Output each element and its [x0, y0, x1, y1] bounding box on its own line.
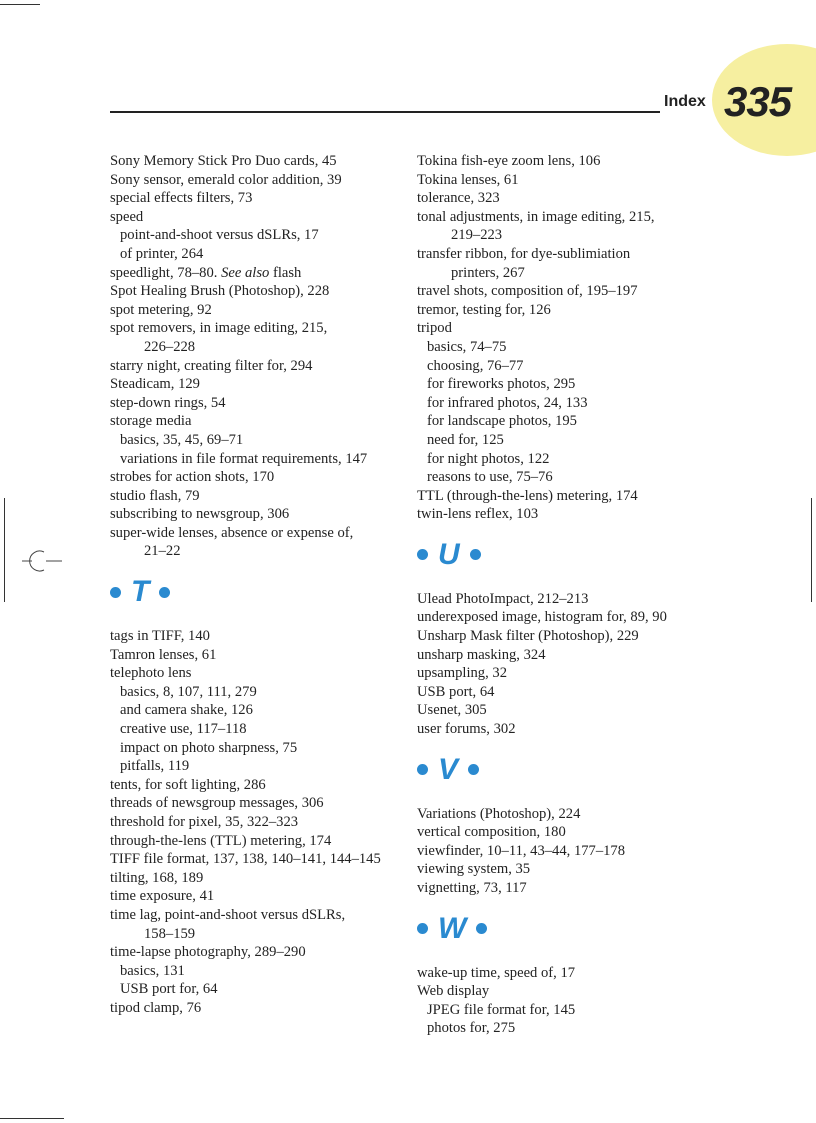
section-heading-w: [417, 900, 717, 958]
index-entry: travel shots, composition of, 195–197: [417, 283, 638, 300]
index-entry: USB port, 64: [417, 683, 495, 700]
index-entry: vertical composition, 180: [417, 824, 566, 841]
index-entry: Sony sensor, emerald color addition, 39: [110, 171, 342, 188]
index-entry: tags in TIFF, 140: [110, 628, 210, 645]
index-subentry: for night photos, 122: [427, 450, 550, 467]
index-subentry: reasons to use, 75–76: [427, 469, 553, 486]
index-entry: tilting, 168, 189: [110, 869, 204, 886]
index-entry: wake-up time, speed of, 17: [417, 964, 576, 981]
index-entry: viewing system, 35: [417, 861, 531, 878]
index-entry: super-wide lenses, absence or expense of, 21–22: [110, 524, 410, 561]
index-entry: threshold for pixel, 35, 322–323: [110, 814, 299, 830]
index-entry: tolerance, 323: [417, 190, 500, 207]
index-subentry: creative use, 117–118: [120, 721, 247, 738]
left-column: [110, 152, 410, 1018]
index-entry: threads of newsgroup messages, 306: [110, 795, 324, 812]
index-block: [417, 152, 717, 524]
index-entry: special effects filters, 73: [110, 190, 253, 207]
entry-continuation: 158–159: [144, 925, 196, 942]
index-subentry: and camera shake, 126: [120, 702, 253, 719]
right-column: [417, 152, 717, 1038]
index-entry: TTL (through-the-lens) metering, 174: [417, 487, 638, 504]
index-entry: Tamron lenses, 61: [110, 646, 217, 663]
index-subentry: variations in file format requirements, 147: [120, 450, 368, 467]
bullet-icon: [110, 587, 121, 598]
section-letter: V: [438, 752, 459, 786]
index-block: [417, 590, 717, 739]
page-number: 335: [724, 78, 792, 125]
index-entry: time exposure, 41: [110, 888, 215, 905]
index-entry: Tokina lenses, 61: [417, 171, 519, 188]
index-entry: spot metering, 92: [110, 301, 212, 318]
index-entry: Usenet, 305: [417, 702, 487, 719]
index-entry: step-down rings, 54: [110, 394, 226, 411]
index-subentry: basics, 131: [120, 962, 185, 979]
index-entry: speed: [110, 208, 144, 225]
index-subentry: impact on photo sharpness, 75: [120, 739, 298, 756]
registration-mark-icon: [22, 548, 62, 574]
index-block: [417, 964, 717, 1038]
index-entry: tremor, testing for, 126: [417, 301, 551, 318]
crop-mark: [811, 498, 812, 602]
index-entry: starry night, creating filter for, 294: [110, 357, 313, 374]
entry-continuation: 219–223: [451, 227, 503, 244]
index-entry: Ulead PhotoImpact, 212–213: [417, 590, 589, 607]
index-entry: TIFF file format, 137, 138, 140–141, 144–145: [110, 851, 381, 868]
header-rule: [110, 111, 660, 113]
index-entry: twin-lens reflex, 103: [417, 506, 539, 523]
crop-mark: [0, 4, 40, 5]
index-subentry: for fireworks photos, 295: [427, 376, 576, 393]
section-letter: U: [438, 537, 460, 571]
bullet-icon: [417, 923, 428, 934]
bullet-icon: [159, 587, 170, 598]
index-entry: underexposed image, histogram for, 89, 90: [417, 609, 667, 626]
index-subentry: need for, 125: [427, 431, 504, 448]
bullet-icon: [417, 764, 428, 775]
index-subentry: photos for, 275: [427, 1020, 516, 1037]
index-block: [417, 805, 717, 898]
index-entry: vignetting, 73, 117: [417, 880, 527, 896]
index-entry: spot removers, in image editing, 215, 226–228: [110, 319, 410, 356]
bullet-icon: [417, 549, 428, 560]
index-entry: storage media: [110, 413, 192, 430]
section-heading-v: [417, 741, 717, 799]
see-also-reference: See also: [221, 264, 270, 281]
index-entry: time-lapse photography, 289–290: [110, 944, 306, 961]
index-entry: Web display: [417, 983, 490, 1000]
index-entry: upsampling, 32: [417, 665, 507, 682]
index-subentry: USB port for, 64: [120, 981, 218, 998]
index-entry: tipod clamp, 76: [110, 999, 202, 1016]
bullet-icon: [468, 764, 479, 775]
index-subentry: pitfalls, 119: [120, 758, 190, 775]
index-entry: speedlight, 78–80. See also flash: [110, 264, 302, 281]
index-subentry: basics, 8, 107, 111, 279: [120, 683, 257, 700]
index-entry: Unsharp Mask filter (Photoshop), 229: [417, 628, 639, 645]
index-entry: user forums, 302: [417, 721, 516, 738]
index-entry: transfer ribbon, for dye-sublimiation printers, 267: [417, 245, 717, 282]
index-entry: unsharp masking, 324: [417, 646, 546, 663]
section-heading-t: [110, 563, 410, 621]
index-entry: tonal adjustments, in image editing, 215, 219–223: [417, 208, 717, 245]
running-head: Index: [664, 93, 706, 110]
index-subentry: basics, 35, 45, 69–71: [120, 431, 244, 448]
section-letter: T: [131, 575, 150, 609]
index-entry: viewfinder, 10–11, 43–44, 177–178: [417, 842, 626, 859]
index-subentry: of printer, 264: [120, 245, 204, 262]
index-entry: through-the-lens (TTL) metering, 174: [110, 832, 332, 849]
index-subentry: choosing, 76–77: [427, 357, 524, 374]
index-entry: Steadicam, 129: [110, 376, 200, 393]
section-letter: W: [438, 911, 467, 945]
index-block: [110, 627, 410, 1017]
index-entry: tents, for soft lighting, 286: [110, 776, 266, 793]
index-entry: time lag, point-and-shoot versus dSLRs, 158–159: [110, 906, 410, 943]
index-subentry: for infrared photos, 24, 133: [427, 394, 588, 411]
entry-continuation: 21–22: [144, 543, 181, 560]
bullet-icon: [476, 923, 487, 934]
index-entry: tripod: [417, 320, 452, 337]
crop-mark: [0, 1118, 64, 1119]
index-subentry: point-and-shoot versus dSLRs, 17: [120, 227, 319, 244]
index-entry: subscribing to newsgroup, 306: [110, 506, 290, 523]
crop-mark: [4, 498, 5, 602]
index-entry: Tokina fish-eye zoom lens, 106: [417, 153, 601, 169]
bullet-icon: [470, 549, 481, 560]
index-subentry: basics, 74–75: [427, 338, 507, 355]
index-subentry: for landscape photos, 195: [427, 413, 577, 430]
index-entry: strobes for action shots, 170: [110, 469, 275, 486]
index-entry: Spot Healing Brush (Photoshop), 228: [110, 283, 330, 300]
entry-continuation: 226–228: [144, 338, 196, 355]
section-heading-u: [417, 526, 717, 584]
index-block: [110, 152, 410, 561]
index-entry: Sony Memory Stick Pro Duo cards, 45: [110, 153, 337, 169]
index-entry: telephoto lens: [110, 665, 192, 682]
entry-continuation: printers, 267: [451, 264, 525, 281]
index-entry: Variations (Photoshop), 224: [417, 805, 581, 822]
index-subentry: JPEG file format for, 145: [427, 1001, 576, 1018]
index-entry: studio flash, 79: [110, 487, 200, 504]
